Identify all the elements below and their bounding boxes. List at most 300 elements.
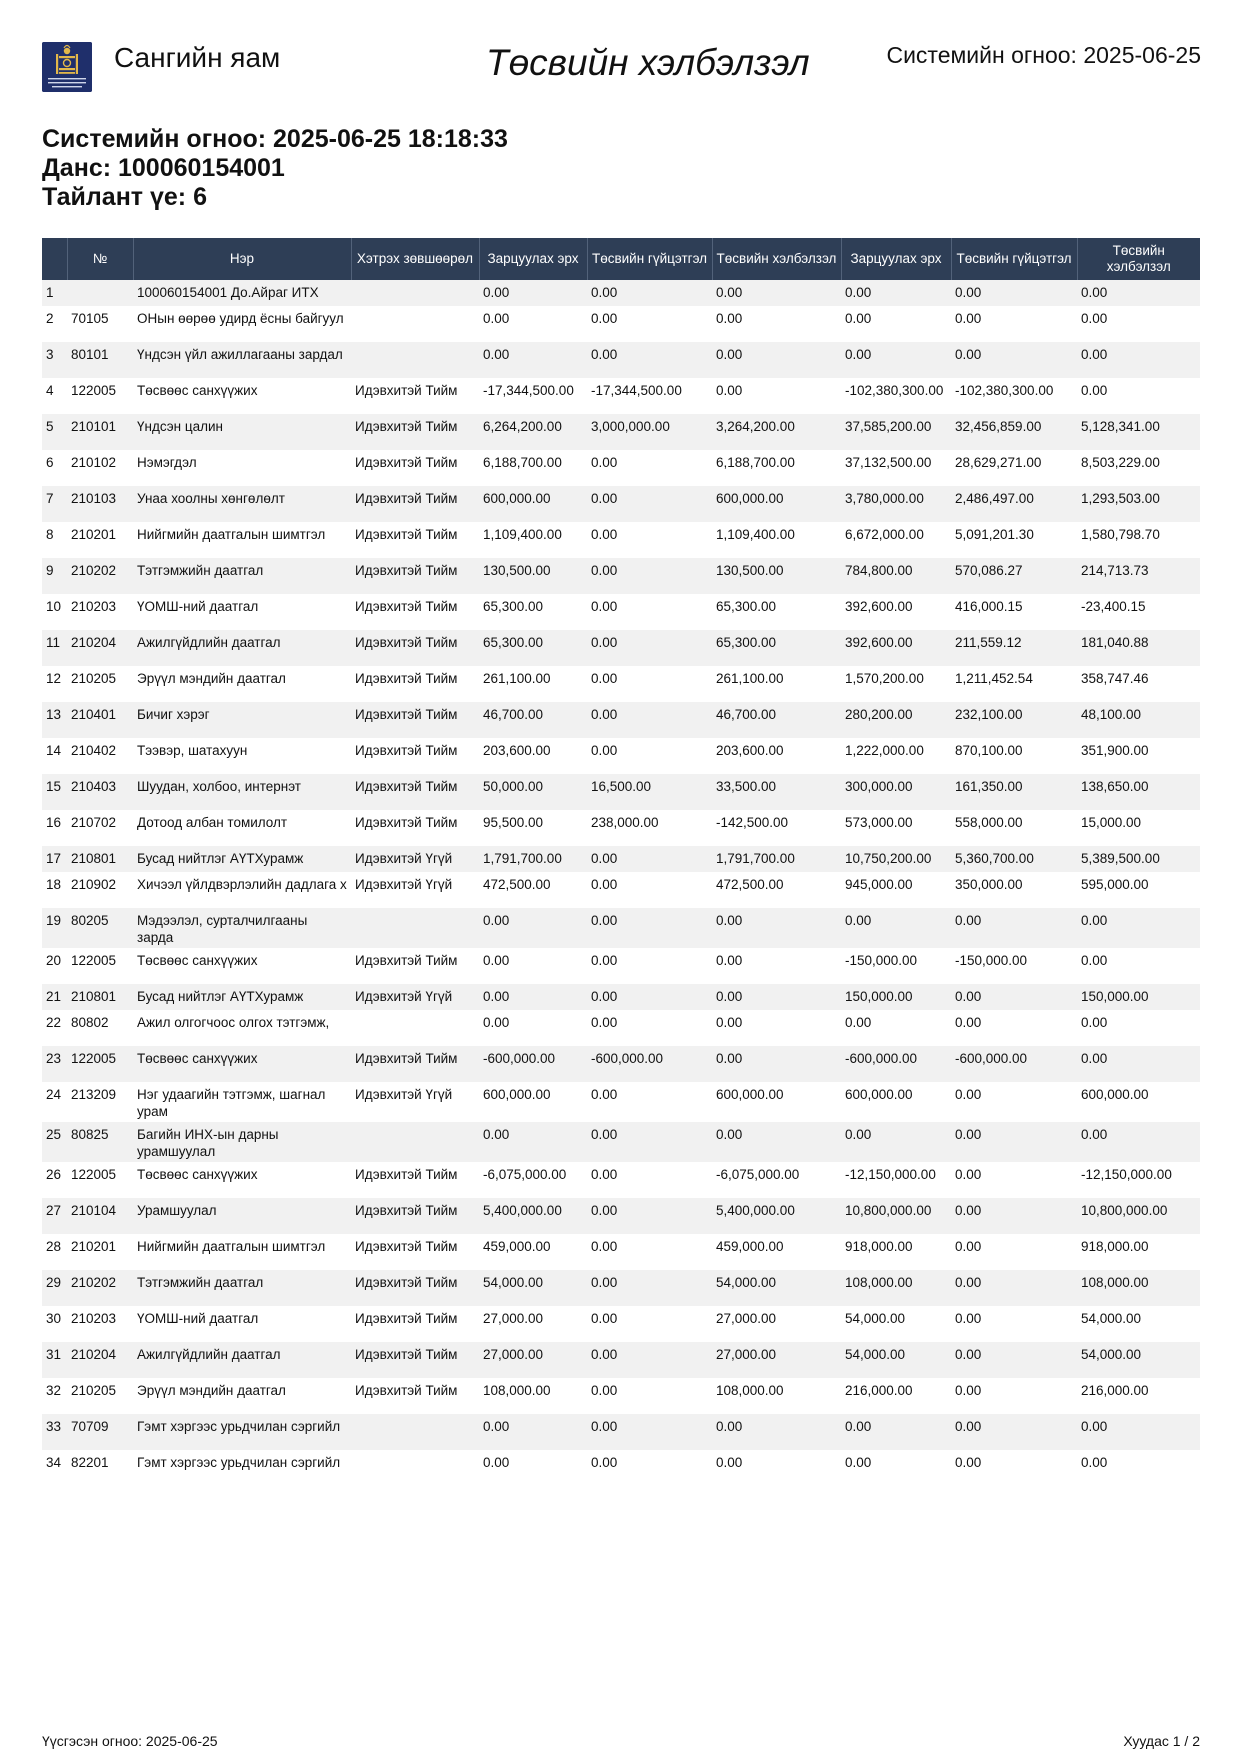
table-row <box>42 486 1200 522</box>
cell-budget-variance: 0.00 <box>712 948 841 984</box>
cell-budget-execution-cumulative: 0.00 <box>951 306 1077 342</box>
cell-row-name: Ажилгүйдлийн даатгал <box>133 1342 351 1378</box>
cell-budget-variance: 27,000.00 <box>712 1342 841 1378</box>
cell-spend-right-cumulative: 600,000.00 <box>841 1082 951 1122</box>
cell-spend-right: 54,000.00 <box>479 1270 587 1306</box>
cell-spend-right-cumulative: 37,585,200.00 <box>841 414 951 450</box>
cell-row-index: 32 <box>42 1378 67 1414</box>
column-header: Төсвийн гүйцэтгэл <box>587 238 712 280</box>
cell-budget-execution: 0.00 <box>587 1342 712 1378</box>
cell-budget-variance: 6,188,700.00 <box>712 450 841 486</box>
cell-spend-right-cumulative: 573,000.00 <box>841 810 951 846</box>
table-row <box>42 810 1200 846</box>
cell-budget-variance-cumulative: 0.00 <box>1077 1046 1200 1082</box>
cell-row-code: 122005 <box>67 948 133 984</box>
cell-spend-right: 108,000.00 <box>479 1378 587 1414</box>
cell-row-code: 80802 <box>67 1010 133 1046</box>
column-header: Төсвийн гүйцэтгэл <box>951 238 1077 280</box>
cell-row-code: 122005 <box>67 378 133 414</box>
cell-spend-right-cumulative: -600,000.00 <box>841 1046 951 1082</box>
cell-overrun-permission: Идэвхитэй Тийм <box>351 1046 479 1082</box>
cell-budget-execution: 0.00 <box>587 1306 712 1342</box>
cell-budget-variance: 261,100.00 <box>712 666 841 702</box>
column-header: Зарцуулах эрх <box>479 238 587 280</box>
cell-budget-execution-cumulative: 0.00 <box>951 280 1077 306</box>
cell-budget-variance: 459,000.00 <box>712 1234 841 1270</box>
cell-budget-execution: 0.00 <box>587 702 712 738</box>
cell-row-index: 20 <box>42 948 67 984</box>
table-row <box>42 1414 1200 1450</box>
cell-spend-right-cumulative: 0.00 <box>841 306 951 342</box>
cell-row-code: 122005 <box>67 1162 133 1198</box>
cell-budget-variance-cumulative: 216,000.00 <box>1077 1378 1200 1414</box>
cell-budget-execution-cumulative: -150,000.00 <box>951 948 1077 984</box>
cell-spend-right: 0.00 <box>479 1414 587 1450</box>
cell-row-name: Багийн ИНХ-ын дарны урамшуулал <box>133 1122 351 1162</box>
cell-spend-right-cumulative: 300,000.00 <box>841 774 951 810</box>
cell-row-index: 11 <box>42 630 67 666</box>
cell-spend-right: 27,000.00 <box>479 1342 587 1378</box>
cell-budget-execution: 0.00 <box>587 666 712 702</box>
cell-spend-right-cumulative: 392,600.00 <box>841 630 951 666</box>
cell-row-name: ҮОМШ-ний даатгал <box>133 1306 351 1342</box>
cell-overrun-permission <box>351 1450 479 1486</box>
cell-row-index: 9 <box>42 558 67 594</box>
cell-budget-execution-cumulative: 0.00 <box>951 1270 1077 1306</box>
cell-row-code: 210203 <box>67 594 133 630</box>
cell-budget-execution: -600,000.00 <box>587 1046 712 1082</box>
cell-budget-execution-cumulative: 350,000.00 <box>951 872 1077 908</box>
table-row <box>42 450 1200 486</box>
cell-row-code: 210104 <box>67 1198 133 1234</box>
cell-overrun-permission: Идэвхитэй Тийм <box>351 1270 479 1306</box>
cell-spend-right-cumulative: -102,380,300.00 <box>841 378 951 414</box>
table-row <box>42 1270 1200 1306</box>
cell-budget-variance-cumulative: 0.00 <box>1077 908 1200 948</box>
cell-row-name: Үндсэн үйл ажиллагааны зардал <box>133 342 351 378</box>
cell-row-index: 24 <box>42 1082 67 1122</box>
cell-row-index: 29 <box>42 1270 67 1306</box>
cell-overrun-permission: Идэвхитэй Тийм <box>351 558 479 594</box>
cell-budget-variance-cumulative: 0.00 <box>1077 1414 1200 1450</box>
cell-budget-variance: -142,500.00 <box>712 810 841 846</box>
government-logo <box>42 42 92 92</box>
table-row <box>42 1082 1200 1122</box>
cell-budget-variance: 108,000.00 <box>712 1378 841 1414</box>
cell-budget-execution: 0.00 <box>587 450 712 486</box>
cell-budget-variance-cumulative: 10,800,000.00 <box>1077 1198 1200 1234</box>
cell-budget-variance: 600,000.00 <box>712 1082 841 1122</box>
cell-overrun-permission <box>351 1010 479 1046</box>
cell-budget-variance-cumulative: 15,000.00 <box>1077 810 1200 846</box>
cell-row-index: 13 <box>42 702 67 738</box>
cell-overrun-permission <box>351 280 479 306</box>
cell-overrun-permission: Идэвхитэй Тийм <box>351 594 479 630</box>
table-row <box>42 1010 1200 1046</box>
cell-budget-execution: 0.00 <box>587 558 712 594</box>
cell-spend-right: 600,000.00 <box>479 1082 587 1122</box>
cell-spend-right-cumulative: 150,000.00 <box>841 984 951 1010</box>
cell-spend-right: 0.00 <box>479 948 587 984</box>
cell-spend-right: 95,500.00 <box>479 810 587 846</box>
cell-row-name: Эрүүл мэндийн даатгал <box>133 1378 351 1414</box>
cell-budget-execution: 238,000.00 <box>587 810 712 846</box>
cell-spend-right-cumulative: 0.00 <box>841 342 951 378</box>
cell-budget-variance: 54,000.00 <box>712 1270 841 1306</box>
cell-row-index: 18 <box>42 872 67 908</box>
cell-budget-execution-cumulative: 2,486,497.00 <box>951 486 1077 522</box>
cell-budget-execution: 0.00 <box>587 948 712 984</box>
table-row <box>42 1234 1200 1270</box>
table-row <box>42 872 1200 908</box>
cell-budget-execution-cumulative: 0.00 <box>951 342 1077 378</box>
table-row <box>42 1046 1200 1082</box>
cell-budget-execution: 0.00 <box>587 1270 712 1306</box>
cell-row-name: Урамшуулал <box>133 1198 351 1234</box>
cell-budget-execution-cumulative: 0.00 <box>951 984 1077 1010</box>
cell-budget-variance-cumulative: 150,000.00 <box>1077 984 1200 1010</box>
table-body <box>42 280 1200 1486</box>
cell-budget-execution: 0.00 <box>587 738 712 774</box>
table-row <box>42 414 1200 450</box>
cell-spend-right: 0.00 <box>479 280 587 306</box>
cell-row-code: 80101 <box>67 342 133 378</box>
cell-row-code: 80825 <box>67 1122 133 1162</box>
cell-overrun-permission: Идэвхитэй Үгүй <box>351 1082 479 1122</box>
cell-budget-variance: 3,264,200.00 <box>712 414 841 450</box>
cell-budget-variance-cumulative: 358,747.46 <box>1077 666 1200 702</box>
cell-budget-variance: 0.00 <box>712 1010 841 1046</box>
cell-spend-right: 65,300.00 <box>479 594 587 630</box>
cell-budget-execution: 0.00 <box>587 1198 712 1234</box>
page-number: Хуудас 1 / 2 <box>1123 1733 1200 1749</box>
cell-budget-variance-cumulative: 8,503,229.00 <box>1077 450 1200 486</box>
cell-spend-right-cumulative: 37,132,500.00 <box>841 450 951 486</box>
cell-budget-variance-cumulative: -12,150,000.00 <box>1077 1162 1200 1198</box>
table-row <box>42 558 1200 594</box>
cell-budget-variance-cumulative: 214,713.73 <box>1077 558 1200 594</box>
cell-overrun-permission <box>351 1414 479 1450</box>
cell-budget-variance-cumulative: 0.00 <box>1077 378 1200 414</box>
cell-spend-right-cumulative: 3,780,000.00 <box>841 486 951 522</box>
cell-row-name: Унаа хоолны хөнгөлөлт <box>133 486 351 522</box>
cell-row-index: 27 <box>42 1198 67 1234</box>
cell-budget-variance: 203,600.00 <box>712 738 841 774</box>
soyombo-emblem-icon <box>42 42 92 92</box>
cell-row-index: 16 <box>42 810 67 846</box>
cell-row-code: 210204 <box>67 630 133 666</box>
cell-budget-variance-cumulative: 1,293,503.00 <box>1077 486 1200 522</box>
cell-row-code: 210403 <box>67 774 133 810</box>
cell-budget-variance: 0.00 <box>712 280 841 306</box>
cell-budget-variance-cumulative: 600,000.00 <box>1077 1082 1200 1122</box>
cell-budget-execution-cumulative: 0.00 <box>951 1198 1077 1234</box>
cell-row-index: 12 <box>42 666 67 702</box>
column-header: Нэр <box>133 238 351 280</box>
cell-overrun-permission <box>351 1122 479 1162</box>
cell-row-name: Мэдээлэл, сурталчилгааны зарда <box>133 908 351 948</box>
cell-budget-variance-cumulative: 0.00 <box>1077 342 1200 378</box>
cell-budget-variance: 1,109,400.00 <box>712 522 841 558</box>
system-datetime: Системийн огноо: 2025-06-25 18:18:33 <box>42 125 508 153</box>
cell-row-index: 2 <box>42 306 67 342</box>
cell-spend-right: 46,700.00 <box>479 702 587 738</box>
cell-budget-execution-cumulative: -102,380,300.00 <box>951 378 1077 414</box>
cell-spend-right: 203,600.00 <box>479 738 587 774</box>
cell-budget-variance-cumulative: 108,000.00 <box>1077 1270 1200 1306</box>
cell-budget-execution: 0.00 <box>587 486 712 522</box>
cell-row-index: 3 <box>42 342 67 378</box>
cell-row-name: Шуудан, холбоо, интернэт <box>133 774 351 810</box>
cell-spend-right: 0.00 <box>479 908 587 948</box>
cell-budget-execution: 0.00 <box>587 1414 712 1450</box>
cell-budget-execution: 0.00 <box>587 1234 712 1270</box>
cell-row-code: 70105 <box>67 306 133 342</box>
cell-overrun-permission: Идэвхитэй Тийм <box>351 738 479 774</box>
cell-budget-variance: 0.00 <box>712 306 841 342</box>
system-date: Системийн огноо: 2025-06-25 <box>886 42 1201 68</box>
cell-budget-variance-cumulative: -23,400.15 <box>1077 594 1200 630</box>
cell-row-name: Нэмэгдэл <box>133 450 351 486</box>
cell-row-code: 210402 <box>67 738 133 774</box>
table-row <box>42 342 1200 378</box>
cell-budget-execution: 0.00 <box>587 1082 712 1122</box>
cell-row-index: 4 <box>42 378 67 414</box>
cell-spend-right-cumulative: 0.00 <box>841 280 951 306</box>
cell-overrun-permission: Идэвхитэй Тийм <box>351 378 479 414</box>
table-row <box>42 702 1200 738</box>
document-title: Төсвийн хэлбэлзэл <box>486 42 810 83</box>
cell-budget-execution: 0.00 <box>587 280 712 306</box>
cell-budget-execution: 0.00 <box>587 594 712 630</box>
cell-row-code: 210801 <box>67 846 133 872</box>
cell-row-name: Төсвөөс санхүүжих <box>133 1046 351 1082</box>
cell-budget-execution-cumulative: 5,360,700.00 <box>951 846 1077 872</box>
cell-overrun-permission: Идэвхитэй Тийм <box>351 1234 479 1270</box>
cell-spend-right-cumulative: 0.00 <box>841 1122 951 1162</box>
cell-budget-variance: 65,300.00 <box>712 594 841 630</box>
cell-budget-execution-cumulative: 211,559.12 <box>951 630 1077 666</box>
cell-budget-execution: 0.00 <box>587 630 712 666</box>
cell-budget-variance-cumulative: 0.00 <box>1077 1450 1200 1486</box>
cell-budget-variance-cumulative: 0.00 <box>1077 1010 1200 1046</box>
cell-row-name: Төсвөөс санхүүжих <box>133 1162 351 1198</box>
cell-budget-execution-cumulative: 0.00 <box>951 1162 1077 1198</box>
cell-spend-right: 27,000.00 <box>479 1306 587 1342</box>
cell-budget-variance-cumulative: 1,580,798.70 <box>1077 522 1200 558</box>
cell-row-name: Нийгмийн даатгалын шимтгэл <box>133 522 351 558</box>
cell-budget-execution: 0.00 <box>587 846 712 872</box>
cell-row-code: 210102 <box>67 450 133 486</box>
table-row <box>42 522 1200 558</box>
cell-spend-right: 130,500.00 <box>479 558 587 594</box>
cell-overrun-permission <box>351 908 479 948</box>
cell-budget-execution: 0.00 <box>587 1162 712 1198</box>
cell-overrun-permission: Идэвхитэй Тийм <box>351 522 479 558</box>
cell-row-name: Гэмт хэргээс урьдчилан сэргийл <box>133 1414 351 1450</box>
cell-row-name: Гэмт хэргээс урьдчилан сэргийл <box>133 1450 351 1486</box>
cell-row-index: 15 <box>42 774 67 810</box>
cell-row-name: Дотоод албан томилолт <box>133 810 351 846</box>
cell-row-index: 26 <box>42 1162 67 1198</box>
cell-spend-right-cumulative: 108,000.00 <box>841 1270 951 1306</box>
cell-budget-variance-cumulative: 5,128,341.00 <box>1077 414 1200 450</box>
cell-row-name: Бичиг хэрэг <box>133 702 351 738</box>
cell-overrun-permission: Идэвхитэй Тийм <box>351 948 479 984</box>
cell-overrun-permission: Идэвхитэй Үгүй <box>351 984 479 1010</box>
cell-row-index: 7 <box>42 486 67 522</box>
cell-spend-right-cumulative: 784,800.00 <box>841 558 951 594</box>
cell-spend-right-cumulative: -12,150,000.00 <box>841 1162 951 1198</box>
cell-row-name: Тэтгэмжийн даатгал <box>133 1270 351 1306</box>
cell-budget-variance: 0.00 <box>712 1450 841 1486</box>
cell-spend-right: 65,300.00 <box>479 630 587 666</box>
cell-spend-right: 0.00 <box>479 1010 587 1046</box>
cell-spend-right-cumulative: 0.00 <box>841 1450 951 1486</box>
cell-budget-execution: 0.00 <box>587 908 712 948</box>
cell-row-code: 210101 <box>67 414 133 450</box>
cell-row-name: ҮОМШ-ний даатгал <box>133 594 351 630</box>
cell-budget-variance: 1,791,700.00 <box>712 846 841 872</box>
report-period: Тайлант үе: 6 <box>42 183 207 211</box>
cell-budget-variance-cumulative: 0.00 <box>1077 306 1200 342</box>
cell-budget-execution: 0.00 <box>587 1378 712 1414</box>
cell-spend-right: 0.00 <box>479 306 587 342</box>
cell-row-code: 210103 <box>67 486 133 522</box>
cell-budget-variance: 0.00 <box>712 342 841 378</box>
cell-overrun-permission <box>351 306 479 342</box>
table-row <box>42 738 1200 774</box>
cell-budget-variance: 65,300.00 <box>712 630 841 666</box>
cell-spend-right: 459,000.00 <box>479 1234 587 1270</box>
cell-spend-right: 1,791,700.00 <box>479 846 587 872</box>
cell-budget-variance-cumulative: 0.00 <box>1077 280 1200 306</box>
cell-budget-variance-cumulative: 181,040.88 <box>1077 630 1200 666</box>
cell-spend-right: -17,344,500.00 <box>479 378 587 414</box>
cell-row-name: Бусад нийтлэг АҮТХурамж <box>133 846 351 872</box>
table-row <box>42 908 1200 948</box>
cell-spend-right-cumulative: -150,000.00 <box>841 948 951 984</box>
cell-overrun-permission: Идэвхитэй Тийм <box>351 1378 479 1414</box>
cell-overrun-permission: Идэвхитэй Тийм <box>351 450 479 486</box>
table-row <box>42 594 1200 630</box>
cell-row-code: 210205 <box>67 666 133 702</box>
report-meta <box>42 125 508 212</box>
cell-budget-execution: 0.00 <box>587 984 712 1010</box>
cell-budget-variance: 0.00 <box>712 1046 841 1082</box>
cell-budget-variance-cumulative: 54,000.00 <box>1077 1342 1200 1378</box>
cell-spend-right-cumulative: 280,200.00 <box>841 702 951 738</box>
cell-row-name: Төсвөөс санхүүжих <box>133 948 351 984</box>
cell-row-code: 213209 <box>67 1082 133 1122</box>
cell-budget-execution-cumulative: -600,000.00 <box>951 1046 1077 1082</box>
cell-spend-right: 50,000.00 <box>479 774 587 810</box>
column-header: Зарцуулах эрх <box>841 238 951 280</box>
column-header: Төсвийн хэлбэлзэл <box>712 238 841 280</box>
cell-budget-execution-cumulative: 32,456,859.00 <box>951 414 1077 450</box>
cell-budget-variance: 5,400,000.00 <box>712 1198 841 1234</box>
cell-budget-execution-cumulative: 0.00 <box>951 1234 1077 1270</box>
cell-row-name: Тэтгэмжийн даатгал <box>133 558 351 594</box>
cell-budget-execution: 0.00 <box>587 872 712 908</box>
cell-budget-execution-cumulative: 0.00 <box>951 1342 1077 1378</box>
cell-spend-right-cumulative: 1,570,200.00 <box>841 666 951 702</box>
cell-budget-execution-cumulative: 0.00 <box>951 1010 1077 1046</box>
cell-spend-right-cumulative: 216,000.00 <box>841 1378 951 1414</box>
cell-budget-variance: 33,500.00 <box>712 774 841 810</box>
cell-overrun-permission: Идэвхитэй Тийм <box>351 1306 479 1342</box>
cell-row-code: 210204 <box>67 1342 133 1378</box>
table-row <box>42 846 1200 872</box>
cell-row-index: 10 <box>42 594 67 630</box>
column-header: № <box>67 238 133 280</box>
table-row <box>42 630 1200 666</box>
cell-spend-right: -600,000.00 <box>479 1046 587 1082</box>
cell-budget-variance: 0.00 <box>712 1122 841 1162</box>
table-row <box>42 1306 1200 1342</box>
cell-overrun-permission: Идэвхитэй Тийм <box>351 666 479 702</box>
cell-budget-execution-cumulative: 0.00 <box>951 1450 1077 1486</box>
cell-overrun-permission <box>351 342 479 378</box>
cell-spend-right-cumulative: 6,672,000.00 <box>841 522 951 558</box>
cell-row-code: 210702 <box>67 810 133 846</box>
cell-budget-execution-cumulative: 416,000.15 <box>951 594 1077 630</box>
table-row <box>42 1342 1200 1378</box>
cell-row-index: 30 <box>42 1306 67 1342</box>
cell-budget-execution: -17,344,500.00 <box>587 378 712 414</box>
cell-row-index: 22 <box>42 1010 67 1046</box>
cell-row-code: 210201 <box>67 1234 133 1270</box>
cell-row-code: 82201 <box>67 1450 133 1486</box>
cell-overrun-permission: Идэвхитэй Үгүй <box>351 872 479 908</box>
cell-overrun-permission: Идэвхитэй Тийм <box>351 414 479 450</box>
cell-spend-right-cumulative: 10,800,000.00 <box>841 1198 951 1234</box>
cell-row-name: Тээвэр, шатахуун <box>133 738 351 774</box>
cell-row-name: Үндсэн цалин <box>133 414 351 450</box>
created-date: Үүсгэсэн огноо: 2025-06-25 <box>42 1733 218 1749</box>
cell-budget-execution-cumulative: 232,100.00 <box>951 702 1077 738</box>
cell-overrun-permission: Идэвхитэй Тийм <box>351 630 479 666</box>
cell-row-index: 31 <box>42 1342 67 1378</box>
cell-overrun-permission: Идэвхитэй Тийм <box>351 774 479 810</box>
cell-budget-execution: 0.00 <box>587 1122 712 1162</box>
column-header: Төсвийн хэлбэлзэл <box>1077 238 1200 280</box>
cell-row-name: Нийгмийн даатгалын шимтгэл <box>133 1234 351 1270</box>
cell-budget-variance: 0.00 <box>712 378 841 414</box>
cell-budget-execution-cumulative: 161,350.00 <box>951 774 1077 810</box>
cell-spend-right-cumulative: 1,222,000.00 <box>841 738 951 774</box>
cell-budget-variance: 27,000.00 <box>712 1306 841 1342</box>
cell-spend-right-cumulative: 918,000.00 <box>841 1234 951 1270</box>
cell-budget-variance: 0.00 <box>712 984 841 1010</box>
cell-spend-right: 261,100.00 <box>479 666 587 702</box>
cell-row-index: 5 <box>42 414 67 450</box>
table-row <box>42 280 1200 306</box>
cell-spend-right-cumulative: 945,000.00 <box>841 872 951 908</box>
cell-row-code: 210401 <box>67 702 133 738</box>
table-row <box>42 1122 1200 1162</box>
cell-row-index: 25 <box>42 1122 67 1162</box>
cell-budget-execution: 0.00 <box>587 1010 712 1046</box>
cell-overrun-permission: Идэвхитэй Тийм <box>351 1342 479 1378</box>
cell-budget-execution-cumulative: 0.00 <box>951 908 1077 948</box>
cell-overrun-permission: Идэвхитэй Тийм <box>351 1198 479 1234</box>
cell-budget-variance: 46,700.00 <box>712 702 841 738</box>
cell-row-code: 210202 <box>67 1270 133 1306</box>
cell-budget-execution: 0.00 <box>587 342 712 378</box>
cell-spend-right: 0.00 <box>479 1122 587 1162</box>
cell-budget-execution-cumulative: 0.00 <box>951 1306 1077 1342</box>
